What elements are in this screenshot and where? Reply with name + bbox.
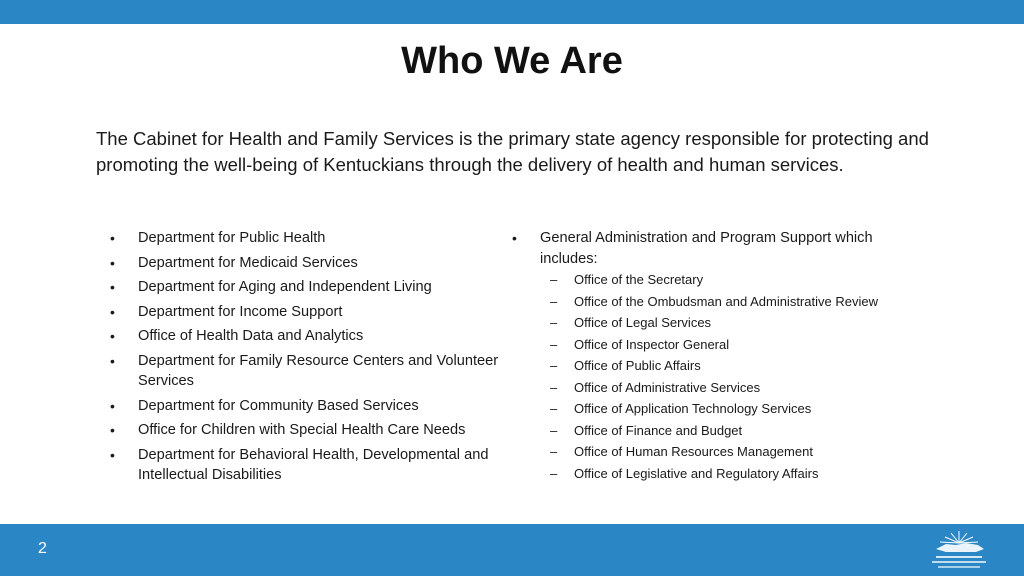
top-accent-bar — [0, 0, 1024, 24]
list-item — [110, 277, 500, 298]
sub-list-item-text: Office of Finance and Budget — [574, 422, 743, 438]
right-heading: General Administration and Program Support which includes: — [540, 230, 873, 267]
dash-glyph: – — [550, 465, 558, 481]
list-item-text: Office for Children with Special Health Care Needs — [138, 422, 466, 438]
page-title: Who We Are — [401, 40, 623, 82]
sub-list-item — [510, 293, 932, 311]
dash-glyph: – — [550, 379, 558, 395]
intro-paragraph: The Cabinet for Health and Family Services is the primary state agency responsible for protecting and promoting the well-being of Kentuckians through the delivery of health and human services. — [96, 128, 929, 175]
dash-glyph: – — [550, 401, 558, 416]
page-number: 2 — [38, 540, 47, 557]
bullet-glyph: • — [512, 230, 517, 246]
sub-list-item — [510, 465, 932, 483]
dash-glyph: – — [550, 444, 558, 459]
list-item-text: Office of Health Data and Analytics — [138, 328, 364, 344]
dash-glyph: – — [550, 272, 558, 287]
list-item-text: Department for Community Based Services — [138, 397, 419, 414]
sub-list-item — [510, 336, 932, 354]
bullet-glyph: • — [110, 230, 115, 246]
sub-list-item — [510, 400, 932, 418]
dash-glyph: – — [550, 358, 558, 373]
list-item-text: Department for Family Resource Centers and Volunteer Services — [138, 352, 499, 389]
sub-list-item — [510, 379, 932, 397]
sub-list-item-text: Office of Inspector General — [574, 336, 730, 352]
sub-list-item — [510, 271, 932, 289]
sub-list-item-text: Office of the Secretary — [574, 272, 704, 287]
sub-list-item-text: Office of Public Affairs — [574, 358, 701, 373]
sub-list-item — [510, 314, 932, 332]
list-item — [110, 351, 500, 392]
sub-list-item-text: Office of Legislative and Regulatory Affairs — [574, 465, 819, 481]
sub-list-item-text: Office of Legal Services — [574, 315, 712, 330]
bullet-glyph: • — [110, 446, 115, 463]
list-item-text: Department for Medicaid Services — [138, 254, 358, 271]
list-item — [110, 228, 500, 249]
bullet-glyph: • — [110, 422, 115, 438]
bullet-glyph: • — [110, 279, 115, 295]
sub-list-item — [510, 422, 932, 440]
bullet-glyph: • — [110, 352, 115, 369]
bullet-glyph: • — [110, 397, 115, 414]
dash-glyph: – — [550, 293, 558, 309]
bullet-glyph: • — [110, 328, 115, 344]
sub-list-item-text: Office of the Ombudsman and Administrative Review — [574, 293, 878, 309]
list-item — [110, 396, 500, 417]
list-item — [512, 228, 932, 482]
bullet-glyph: • — [110, 254, 115, 271]
left-bullet-list — [110, 228, 500, 490]
sub-list-item-text: Office of Human Resources Management — [574, 444, 813, 459]
sub-list-item-text: Office of Administrative Services — [574, 379, 761, 395]
sub-list — [540, 271, 932, 482]
bullet-glyph: • — [110, 303, 115, 320]
sub-list-item-text: Office of Application Technology Services — [574, 401, 812, 416]
right-bullet-list — [512, 228, 932, 486]
list-item-text: Department for Aging and Independent Living — [138, 279, 432, 295]
list-item-text: Department for Public Health — [138, 230, 326, 246]
sub-list-item — [510, 443, 932, 461]
dash-glyph: – — [550, 315, 558, 330]
sub-list-item — [510, 357, 932, 375]
list-item — [110, 420, 500, 441]
kentucky-logo-icon — [926, 527, 992, 573]
dash-glyph: – — [550, 422, 558, 438]
list-item — [110, 445, 500, 486]
bottom-accent-bar — [0, 524, 1024, 576]
list-item — [110, 302, 500, 323]
list-item-text: Department for Behavioral Health, Developmental and Intellectual Disabilities — [138, 446, 489, 483]
list-item — [110, 253, 500, 274]
dash-glyph: – — [550, 336, 558, 352]
list-item — [110, 326, 500, 347]
list-item-text: Department for Income Support — [138, 303, 343, 320]
